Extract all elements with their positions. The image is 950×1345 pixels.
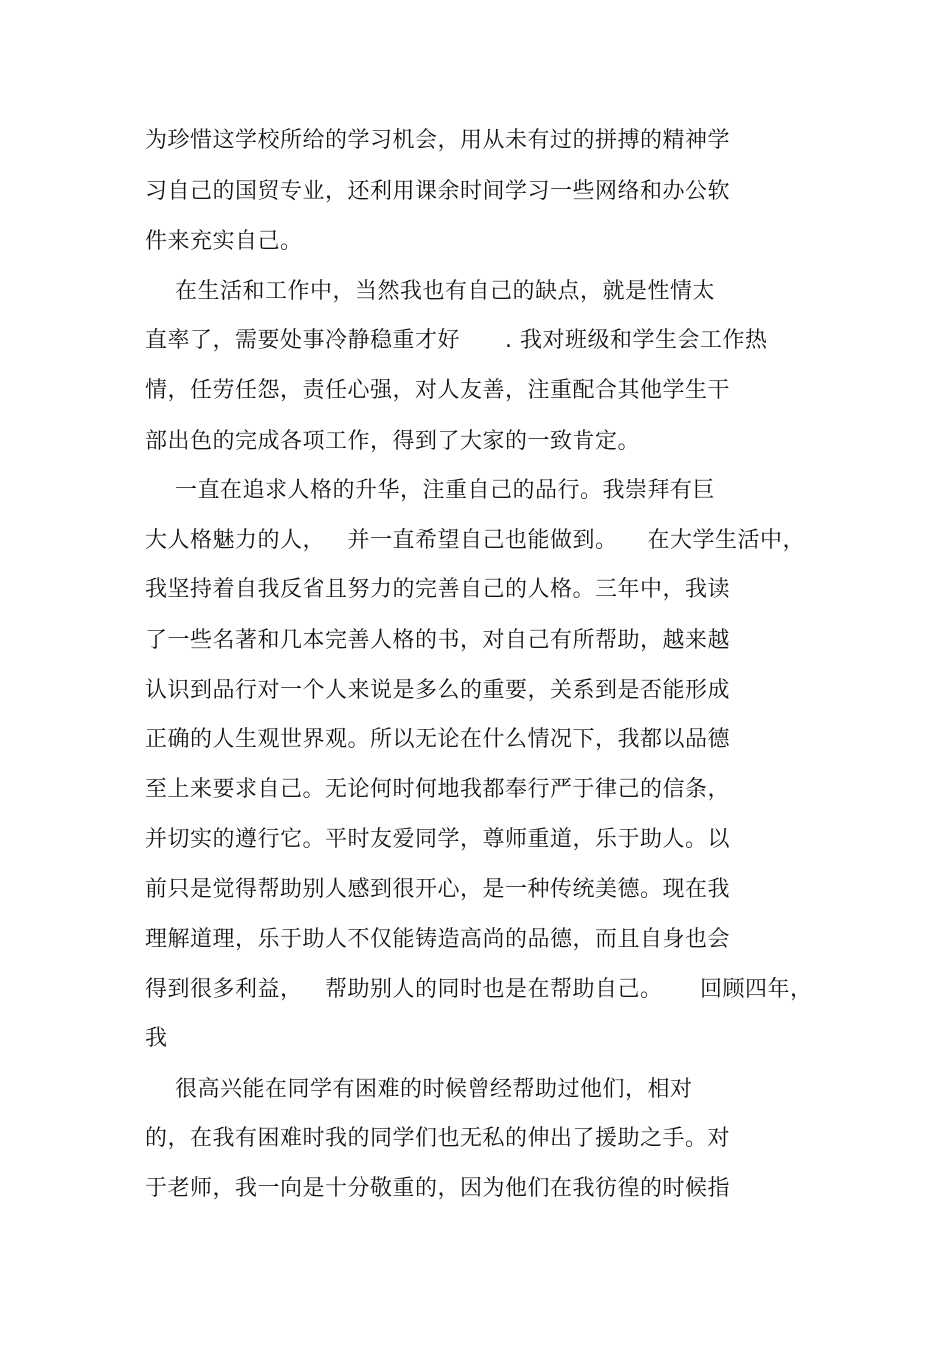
text-line: 习自己的国贸专业，还利用课余时间学习一些网络和办公软 xyxy=(145,179,731,204)
text-line: 得到很多利益， 帮助别人的同时也是在帮助自己。 回顾四年， xyxy=(145,977,813,1002)
text-line: 部出色的完成各项工作，得到了大家的一致肯定。 xyxy=(145,429,641,454)
text-line: 并切实的遵行它。平时友爱同学，尊师重道，乐于助人。以 xyxy=(145,827,731,852)
text-line: 大人格魅力的人， 并一直希望自己也能做到。 在大学生活中， xyxy=(145,528,805,553)
text-line: 直率了，需要处事冷静稳重才好 . 我对班级和学生会工作热 xyxy=(145,328,768,353)
text-line: 至上来要求自己。无论何时何地我都奉行严于律己的信条， xyxy=(145,777,731,802)
text-line: 为珍惜这学校所给的学习机会，用从未有过的拼搏的精神学 xyxy=(145,128,731,153)
text-line: 我 xyxy=(145,1026,168,1051)
text-line: 正确的人生观世界观。所以无论在什么情况下，我都以品德 xyxy=(145,727,731,752)
text-line: 一直在追求人格的升华，注重自己的品行。我崇拜有巨 xyxy=(145,478,715,503)
text-line: 了一些名著和几本完善人格的书，对自己有所帮助，越来越 xyxy=(145,628,731,653)
text-line: 件来充实自己。 xyxy=(145,229,303,254)
text-line: 理解道理，乐于助人不仅能铸造高尚的品德，而且自身也会 xyxy=(145,927,731,952)
text-line: 情，任劳任怨，责任心强，对人友善，注重配合其他学生干 xyxy=(145,378,731,403)
text-line: 的，在我有困难时我的同学们也无私的伸出了援助之手。对 xyxy=(145,1126,731,1151)
text-line: 于老师，我一向是十分敬重的，因为他们在我彷徨的时候指 xyxy=(145,1176,731,1201)
text-line: 在生活和工作中，当然我也有自己的缺点，就是性情太 xyxy=(145,279,715,304)
text-line: 很高兴能在同学有困难的时候曾经帮助过他们，相对 xyxy=(145,1077,693,1102)
text-line: 认识到品行对一个人来说是多么的重要，关系到是否能形成 xyxy=(145,678,731,703)
text-line: 前只是觉得帮助别人感到很开心，是一种传统美德。现在我 xyxy=(145,877,731,902)
text-line: 我坚持着自我反省且努力的完善自己的人格。三年中，我读 xyxy=(145,577,731,602)
